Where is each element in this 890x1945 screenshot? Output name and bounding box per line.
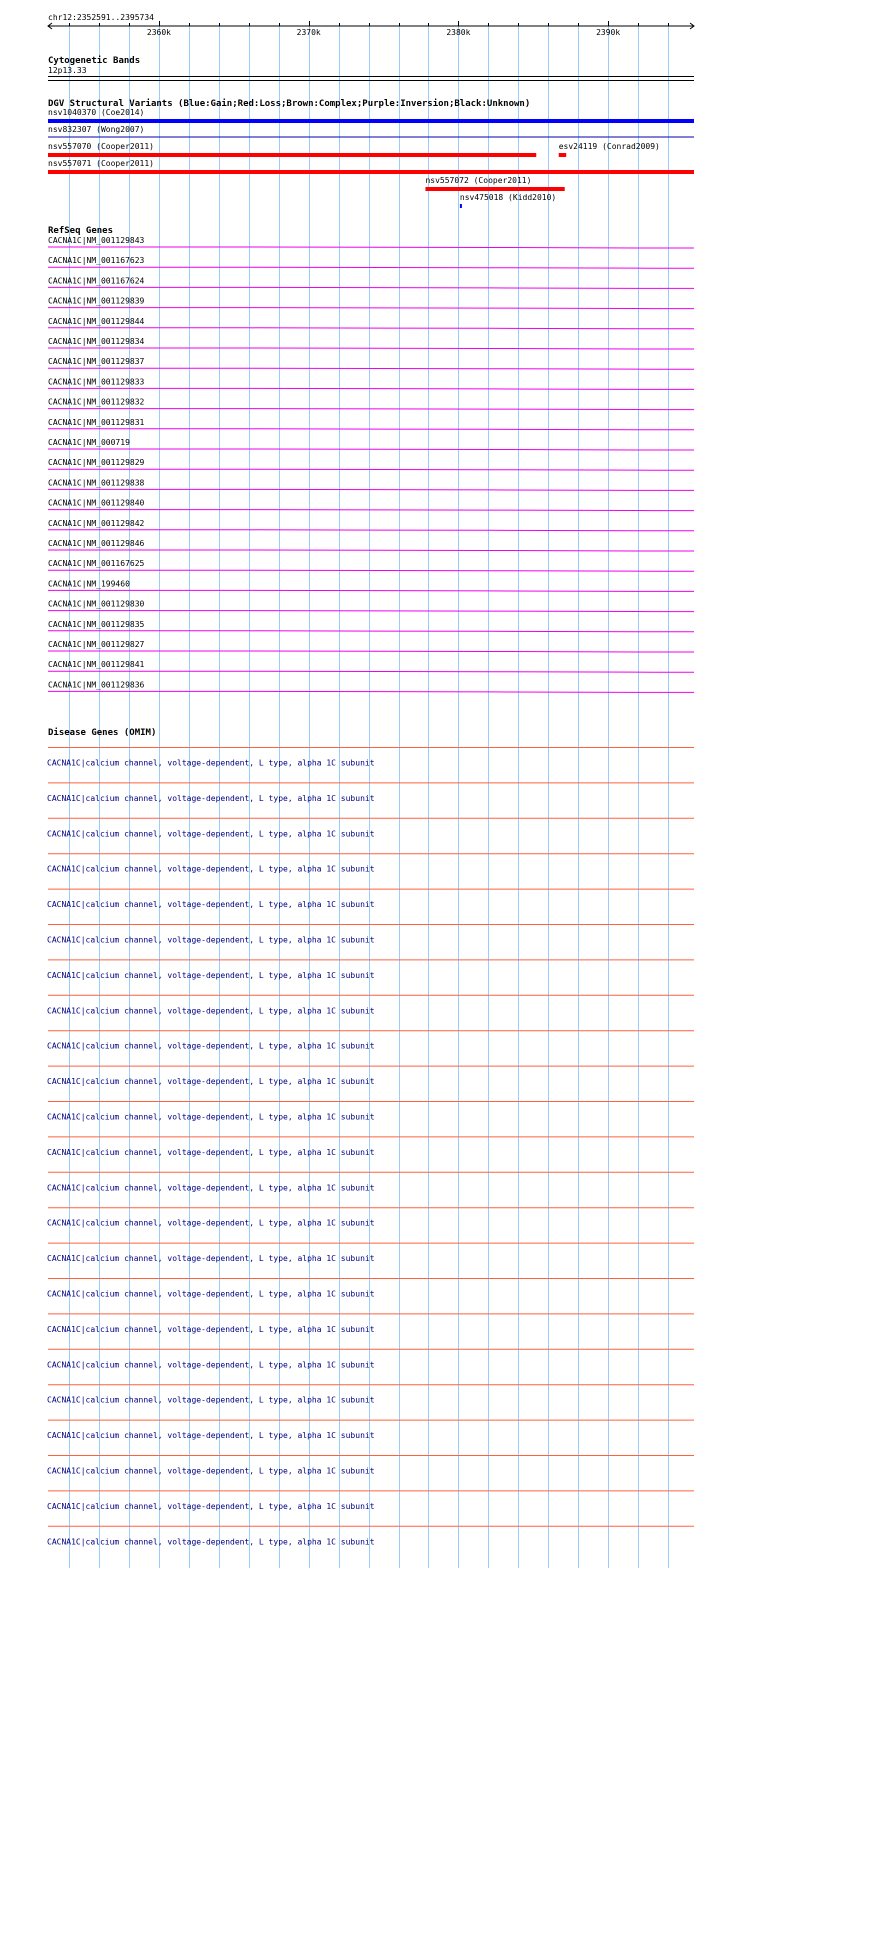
ruler-tick-label: 2380k	[446, 28, 471, 37]
omim-entry-label[interactable]: CACNA1C|calcium channel, voltage-dependent, L type, alpha 1C subunit	[47, 970, 375, 980]
cytoband-track	[48, 55, 694, 81]
refseq-gene-label[interactable]: CACNA1C|NM_001129827	[48, 640, 145, 649]
refseq-gene-label[interactable]: CACNA1C|NM_001129832	[48, 397, 145, 407]
omim-entry-label[interactable]: CACNA1C|calcium channel, voltage-dependent, L type, alpha 1C subunit	[47, 1395, 375, 1405]
refseq-gene-line[interactable]	[48, 348, 694, 349]
omim-entry-label[interactable]: CACNA1C|calcium channel, voltage-dependent, L type, alpha 1C subunit	[47, 1324, 375, 1334]
refseq-gene-label[interactable]: CACNA1C|NM_199460	[48, 579, 130, 589]
omim-entry-label[interactable]: CACNA1C|calcium channel, voltage-dependent, L type, alpha 1C subunit	[47, 758, 375, 768]
refseq-gene-line[interactable]	[48, 550, 694, 551]
refseq-gene-label[interactable]: CACNA1C|NM_001129839	[48, 296, 145, 306]
omim-entry-label[interactable]: CACNA1C|calcium channel, voltage-dependent, L type, alpha 1C subunit	[47, 829, 375, 839]
refseq-gene-label[interactable]: CACNA1C|NM_001129837	[48, 357, 145, 367]
cytoband-label: 12p13.33	[48, 66, 87, 75]
omim-entry-label[interactable]: CACNA1C|calcium channel, voltage-dependent, L type, alpha 1C subunit	[47, 1041, 375, 1051]
dgv-variant-label[interactable]: nsv557071 (Cooper2011)	[48, 159, 154, 168]
refseq-gene-label[interactable]: CACNA1C|NM_001129838	[48, 478, 145, 488]
refseq-gene-line[interactable]	[48, 328, 694, 329]
refseq-track	[48, 226, 694, 692]
dgv-variant-label[interactable]: nsv1040370 (Coe2014)	[48, 108, 145, 117]
omim-entry-label[interactable]: CACNA1C|calcium channel, voltage-dependent, L type, alpha 1C subunit	[47, 1183, 375, 1193]
ruler-tick-label: 2360k	[146, 28, 171, 37]
omim-entry-label[interactable]: CACNA1C|calcium channel, voltage-dependent, L type, alpha 1C subunit	[47, 864, 375, 874]
refseq-gene-label[interactable]: CACNA1C|NM_001129829	[48, 458, 145, 468]
refseq-gene-label[interactable]: CACNA1C|NM_001129831	[48, 417, 145, 427]
omim-entry-label[interactable]: CACNA1C|calcium channel, voltage-dependent, L type, alpha 1C subunit	[47, 793, 375, 803]
refseq-gene-line[interactable]	[48, 449, 694, 450]
omim-entry-label[interactable]: CACNA1C|calcium channel, voltage-dependent, L type, alpha 1C subunit	[47, 1006, 375, 1016]
cytoband-title: Cytogenetic Bands	[48, 56, 141, 66]
omim-entry-label[interactable]: CACNA1C|calcium channel, voltage-dependent, L type, alpha 1C subunit	[47, 900, 375, 910]
dgv-title: DGV Structural Variants (Blue:Gain;Red:Loss;Brown:Complex;Purple:Inversion;Black:Unknown)	[48, 99, 531, 109]
ruler-tick-label: 2390k	[596, 28, 621, 37]
refseq-gene-label[interactable]: CACNA1C|NM_001167624	[48, 276, 145, 286]
refseq-gene-line[interactable]	[48, 691, 694, 692]
dgv-variant-bar[interactable]	[559, 153, 566, 157]
refseq-gene-line[interactable]	[48, 530, 694, 531]
ruler-tick-label: 2370k	[296, 28, 321, 37]
omim-entry-label[interactable]: CACNA1C|calcium channel, voltage-dependent, L type, alpha 1C subunit	[47, 1112, 375, 1122]
omim-entry-label[interactable]: CACNA1C|calcium channel, voltage-dependent, L type, alpha 1C subunit	[47, 1501, 375, 1511]
refseq-gene-line[interactable]	[48, 287, 694, 288]
refseq-gene-label[interactable]: CACNA1C|NM_001129836	[48, 680, 145, 690]
dgv-variant-label[interactable]: nsv475018 (Kidd2010)	[459, 193, 557, 202]
omim-entry-label[interactable]: CACNA1C|calcium channel, voltage-dependent, L type, alpha 1C subunit	[47, 1537, 375, 1547]
omim-entry-label[interactable]: CACNA1C|calcium channel, voltage-dependent, L type, alpha 1C subunit	[47, 1289, 375, 1299]
refseq-gene-label[interactable]: CACNA1C|NM_001129842	[48, 518, 145, 528]
refseq-gene-line[interactable]	[48, 489, 694, 490]
refseq-gene-line[interactable]	[48, 631, 694, 632]
refseq-gene-line[interactable]	[48, 651, 694, 652]
omim-entry-label[interactable]: CACNA1C|calcium channel, voltage-dependent, L type, alpha 1C subunit	[47, 1254, 375, 1264]
refseq-gene-line[interactable]	[48, 611, 694, 612]
refseq-gene-line[interactable]	[48, 429, 694, 430]
omim-entry-label[interactable]: CACNA1C|calcium channel, voltage-dependent, L type, alpha 1C subunit	[47, 1466, 375, 1476]
omim-entry-label[interactable]: CACNA1C|calcium channel, voltage-dependent, L type, alpha 1C subunit	[47, 1218, 375, 1228]
ruler	[48, 13, 694, 37]
refseq-gene-line[interactable]	[48, 469, 694, 470]
refseq-gene-line[interactable]	[48, 510, 694, 511]
dgv-variant-bar[interactable]	[48, 119, 694, 123]
omim-track	[47, 727, 694, 1546]
dgv-variant-bar[interactable]	[48, 153, 536, 157]
refseq-gene-label[interactable]: CACNA1C|NM_001129830	[48, 599, 145, 609]
dgv-variant-label[interactable]: nsv557070 (Cooper2011)	[48, 142, 154, 151]
omim-entry-label[interactable]: CACNA1C|calcium channel, voltage-dependent, L type, alpha 1C subunit	[47, 1360, 375, 1370]
refseq-gene-label[interactable]: CACNA1C|NM_001129841	[48, 660, 145, 670]
refseq-gene-line[interactable]	[48, 409, 694, 410]
refseq-gene-label[interactable]: CACNA1C|NM_001129843	[48, 236, 145, 245]
dgv-track	[48, 98, 694, 208]
dgv-variant-label[interactable]: nsv832307 (Wong2007)	[48, 125, 145, 134]
refseq-gene-label[interactable]: CACNA1C|NM_001129834	[48, 337, 145, 346]
omim-title: Disease Genes (OMIM)	[48, 728, 157, 738]
refseq-gene-label[interactable]: CACNA1C|NM_001129840	[48, 498, 145, 508]
refseq-gene-label[interactable]: CACNA1C|NM_001129835	[48, 619, 145, 629]
ruler-location: chr12:2352591..2395734	[48, 13, 154, 22]
refseq-gene-label[interactable]: CACNA1C|NM_000719	[48, 438, 130, 447]
dgv-variant-bar[interactable]	[460, 204, 462, 208]
dgv-variant-label[interactable]: esv24119 (Conrad2009)	[558, 142, 660, 151]
refseq-title: RefSeq Genes	[48, 226, 114, 236]
refseq-gene-label[interactable]: CACNA1C|NM_001129833	[48, 377, 145, 387]
omim-entry-label[interactable]: CACNA1C|calcium channel, voltage-dependent, L type, alpha 1C subunit	[47, 1431, 375, 1441]
refseq-gene-line[interactable]	[48, 368, 694, 369]
refseq-gene-line[interactable]	[48, 308, 694, 309]
dgv-variant-bar[interactable]	[48, 137, 694, 138]
refseq-gene-label[interactable]: CACNA1C|NM_001129844	[48, 316, 145, 326]
refseq-gene-line[interactable]	[48, 671, 694, 672]
ruler-ticks	[48, 21, 694, 37]
refseq-gene-label[interactable]: CACNA1C|NM_001167623	[48, 256, 145, 266]
refseq-gene-line[interactable]	[48, 590, 694, 591]
refseq-gene-label[interactable]: CACNA1C|NM_001129846	[48, 539, 145, 548]
refseq-gene-label[interactable]: CACNA1C|NM_001167625	[48, 559, 145, 569]
refseq-gene-line[interactable]	[48, 267, 694, 268]
omim-entry-label[interactable]: CACNA1C|calcium channel, voltage-dependent, L type, alpha 1C subunit	[47, 1077, 375, 1087]
omim-entry-label[interactable]: CACNA1C|calcium channel, voltage-dependent, L type, alpha 1C subunit	[47, 935, 375, 945]
refseq-gene-line[interactable]	[48, 388, 694, 389]
dgv-variant-bar[interactable]	[425, 187, 564, 191]
dgv-variant-label[interactable]: nsv557072 (Cooper2011)	[425, 176, 532, 185]
omim-entry-label[interactable]: CACNA1C|calcium channel, voltage-dependent, L type, alpha 1C subunit	[47, 1147, 375, 1157]
refseq-gene-line[interactable]	[48, 570, 694, 571]
dgv-variant-bar[interactable]	[48, 170, 694, 174]
refseq-gene-line[interactable]	[48, 247, 694, 248]
